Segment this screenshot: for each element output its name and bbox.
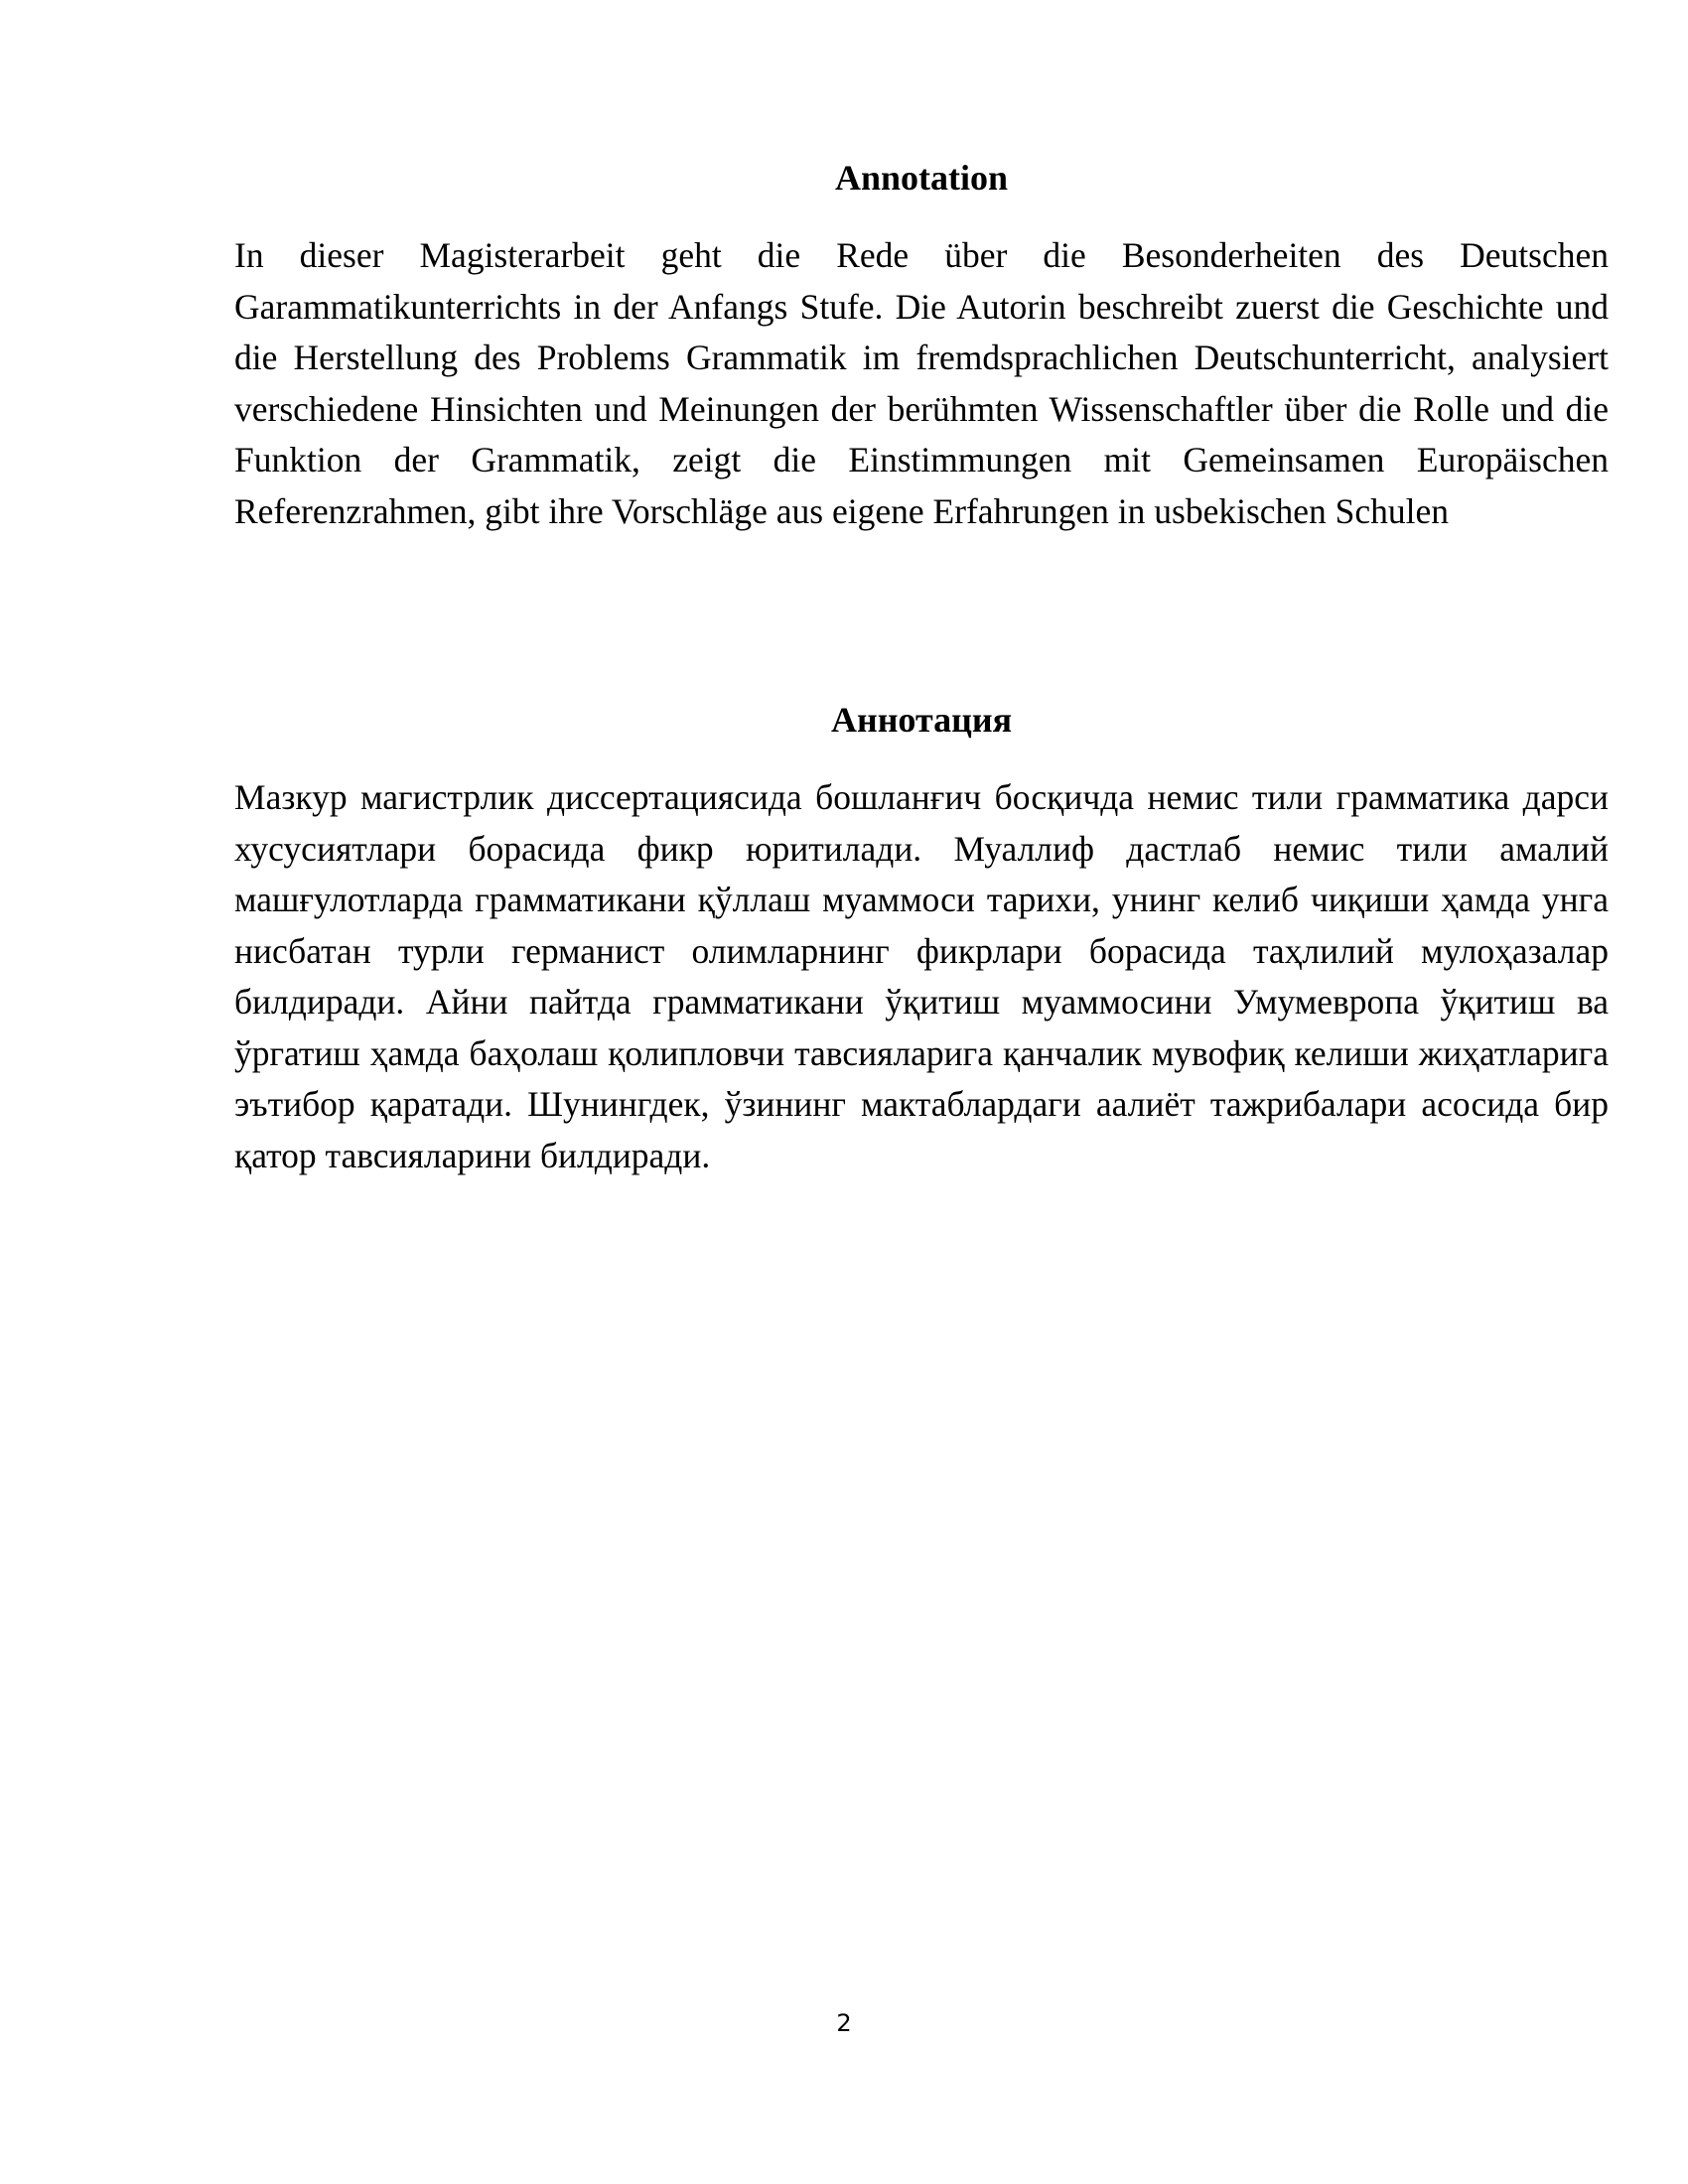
annotation-paragraph-german: In dieser Magisterarbeit geht die Rede über die Besonderheiten des Deutschen Garammatikunterrichts in der Anfangs Stufe. Die Autorin beschreibt zuerst die Geschichte und die Herstellung des Problems Grammatik im fremdsprachlichen Deutschunterricht, analysiert verschiedene Hinsichten und Meinungen der berühmten Wissenschaftler über die Rolle und die Funktion der Grammatik, zeigt die Einstimmungen mit Gemeinsamen Europäischen Referenzrahmen, gibt ihre Vorschläge aus eigene Erfahrungen in usbekischen Schulen <box>234 235 1626 531</box>
annotation-heading-german: Annotation <box>834 158 1009 198</box>
annotation-paragraph-uzbek: Мазкур магистрлик диссертациясида бошланғич босқичда немис тили грамматика дарси хусусиятлари борасида фикр юритилади. Муаллиф дастлаб немис тили амалий машғулотларда грамматикани қўллаш муаммоси тарихи, унинг келиб чиқиши ҳамда унга нисбатан турли германист олимларнинг фикрлари борасида таҳлилий мулоҳазалар билдиради. Айни пайтда грамматикани ўқитиш муаммосини Умумевропа ўқитиш ва ўргатиш ҳамда баҳолаш қолипловчи тавсияларига қанчалик мувофиқ келиши жиҳатларига эътибор қаратади. Шунингдек, ўзининг мактаблардаги аалиёт тажрибалари асосида бир қатор тавсияларини билдиради. <box>234 777 1618 1175</box>
annotation-heading-uzbek: Аннотация <box>830 700 1013 740</box>
page-number: 2 <box>836 2009 852 2037</box>
